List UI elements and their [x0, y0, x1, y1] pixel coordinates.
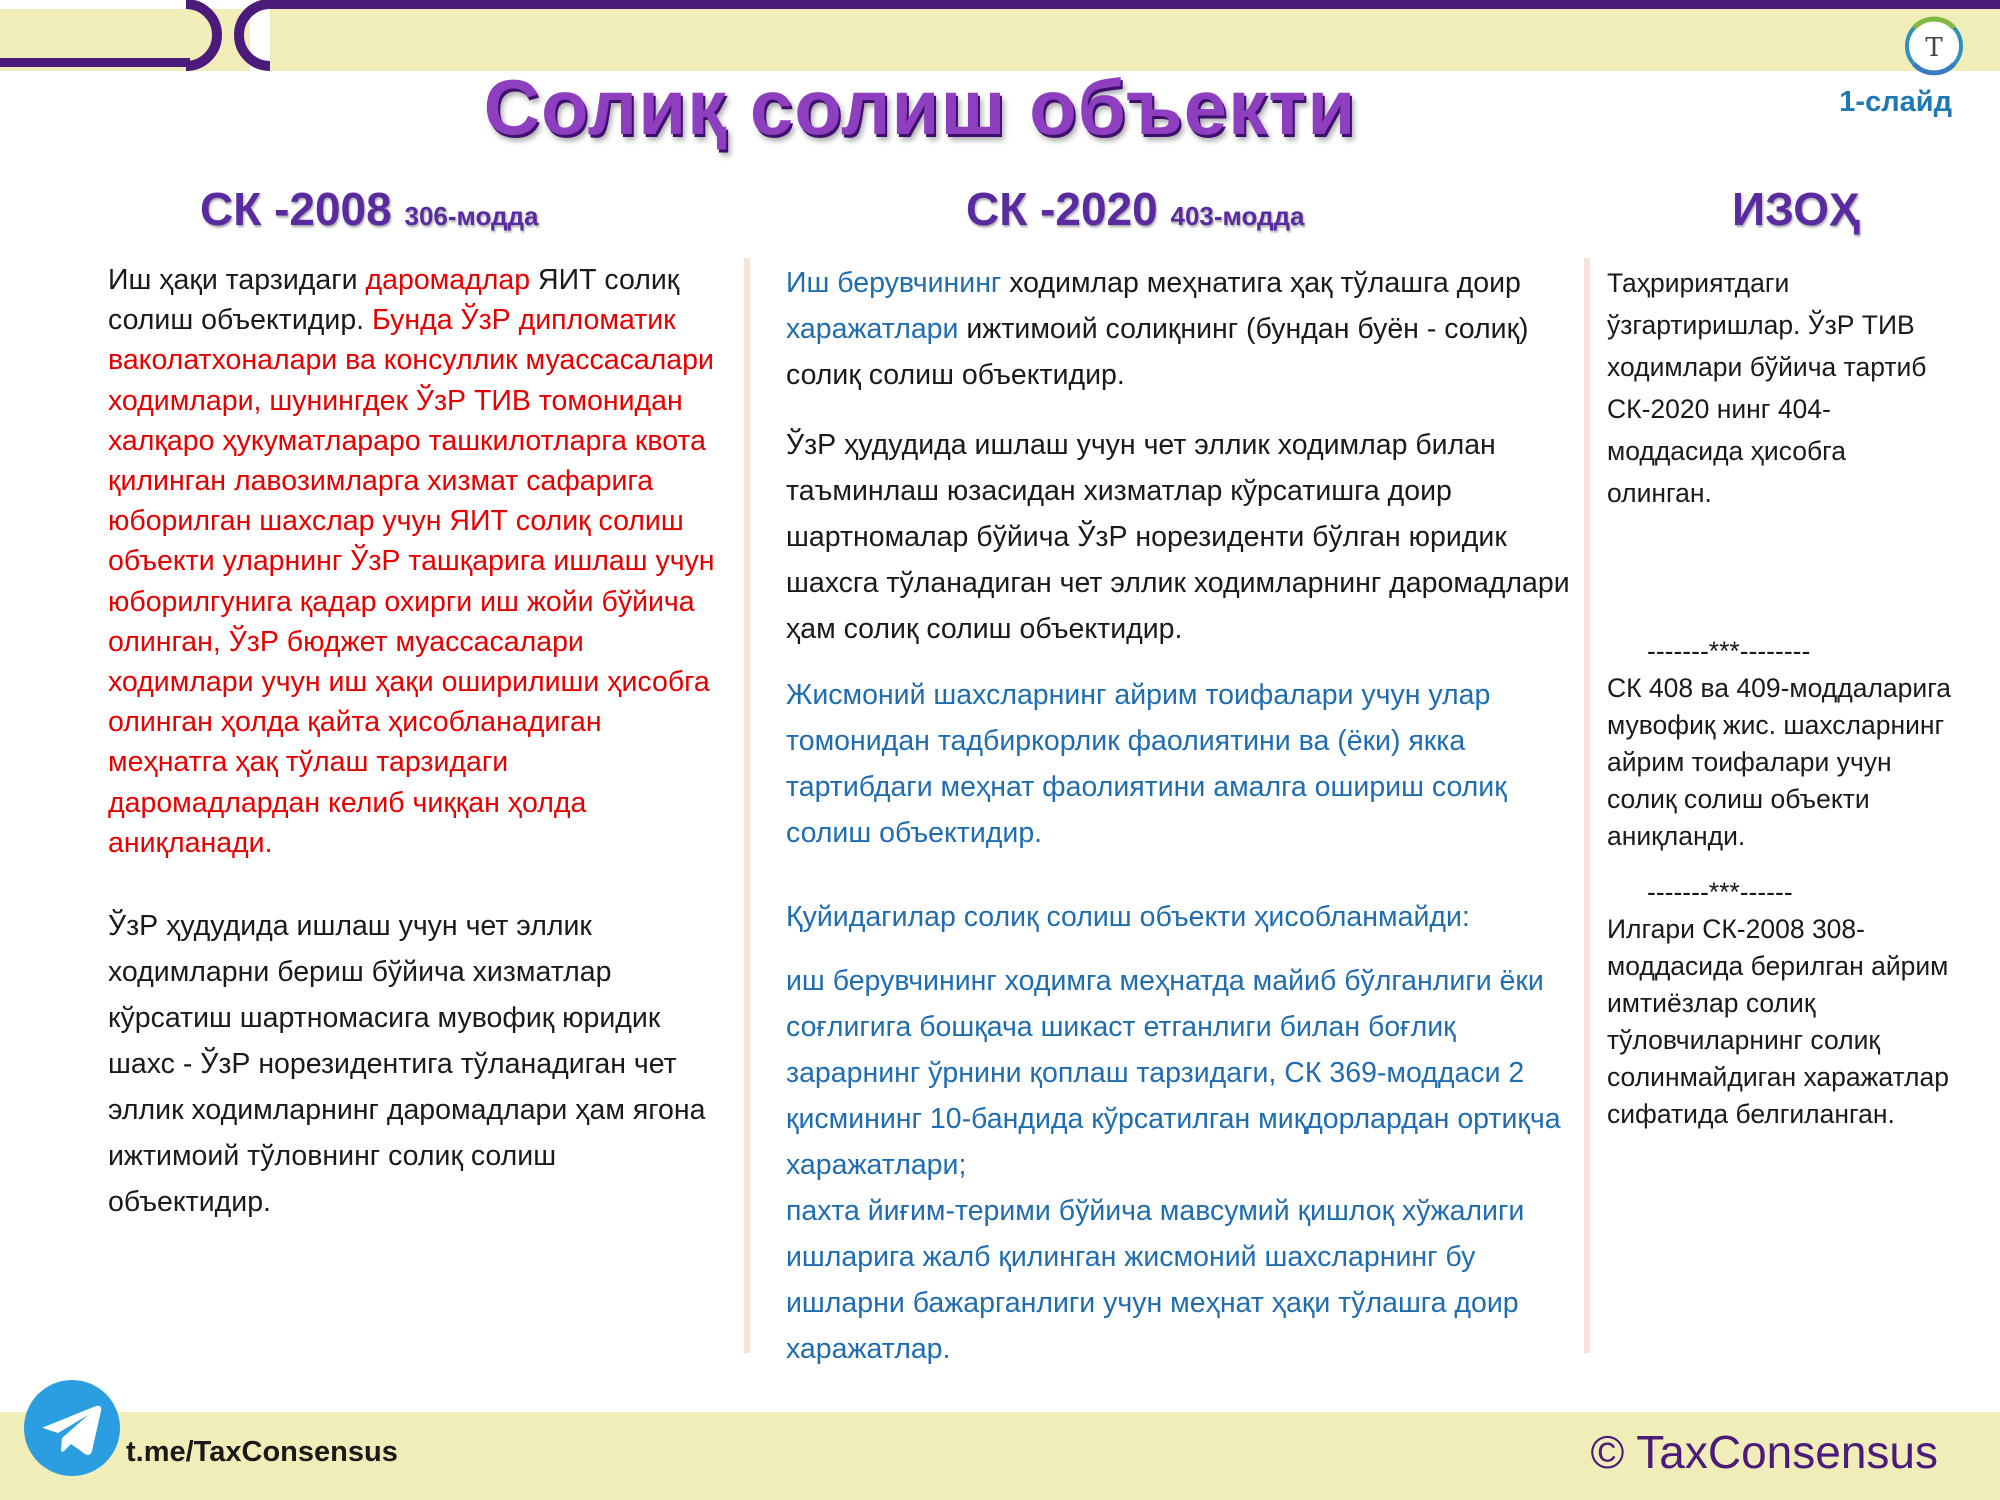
col1-heading	[200, 182, 538, 236]
telegram-icon[interactable]	[22, 1378, 122, 1478]
col1-heading-sub: 306-модда	[404, 201, 539, 231]
col1-heading-main: СК -2008	[200, 183, 392, 235]
col1-paragraph	[108, 260, 723, 863]
top-accent-line	[270, 0, 2000, 9]
logo-t-icon	[1902, 14, 1966, 78]
text-span: ЯИТ солиқ солиш объектидир.	[108, 264, 680, 337]
col3-paragraph: Таҳририятдаги ўзгартиришлар. ЎзР ТИВ ходимлари бўйича тартиб СК-2020 нинг 404-моддасида ҳисобга олинган.	[1607, 268, 1927, 508]
col2-paragraph: Қуйидагилар солиқ солиш объекти ҳисобланмайди:	[786, 901, 1470, 933]
col2-paragraph: пахта йиғим-терими бўйича мавсумий қишлоқ хўжалиги ишларига жалб қилинган жисмоний шахсларнинг бу ишларни бажарганлиги учун меҳнат ҳақи тўлашга доир харажатлар.	[786, 1195, 1525, 1365]
copyright-text: © TaxConsensus	[1590, 1426, 1938, 1478]
text-span: харажатлари	[786, 313, 959, 345]
svg-text:T: T	[1925, 33, 1943, 63]
col2-text	[786, 260, 1576, 1372]
text-span: ижтимоий солиқнинг (бундан буён - солиқ) солиқ солиш объектидир.	[786, 313, 1529, 391]
col3-separator: -------***------	[1647, 877, 1793, 907]
col2-heading-main: СК -2020	[966, 183, 1158, 235]
col3-paragraph: СК 408 ва 409-моддаларига мувофиқ жис. шахсларнинг айрим тоифалари учун солиқ солиш объекти аниқланди.	[1607, 673, 1952, 851]
col3-heading: ИЗОҲ	[1732, 183, 1860, 235]
col2-paragraph	[786, 260, 1576, 398]
text-span: ходимлар меҳнатига ҳақ тўлашга доир	[1001, 267, 1521, 299]
text-span: даромадлар	[365, 264, 531, 296]
text-span: Иш ҳақи тарзидаги	[108, 264, 366, 296]
column-divider	[744, 258, 750, 1353]
text-span: Бунда ЎзР дипломатик ваколатхоналари ва консуллик муассасалари ходимлари, шунингдек ЎзР ТИВ томонидан халқаро ҳукуматлараро ташкилотларга квота қилинган лавозимларга хизмат сафарига юборилган шахслар учун ЯИТ солиқ солиш объекти уларнинг ЎзР ташқарига ишлаш учун юборилгунига қадар охирги иш жойи бўйича олинган, ЎзР бюджет муассасалари ходимлари учун иш ҳақи оширилиши ҳисобга олинган ҳолда қайта ҳисобланадиган меҳнатга ҳақ тўлаш тарзидаги даромадлардан келиб чиққан ҳолда аниқланади.	[108, 304, 715, 859]
col2-paragraph: иш берувчининг ходимга меҳнатда майиб бўлганлиги ёки соғлигига бошқача шикаст етганлиги билан боғлиқ зарарнинг ўрнини қоплаш тарзидаги, СК 369-моддаси 2 қисмининг 10-бандида кўрсатилган миқдорлардан ортиқча харажатлари;	[786, 965, 1561, 1181]
col2-heading-sub: 403-модда	[1170, 201, 1305, 231]
text-span: Иш берувчининг	[786, 267, 1002, 299]
page-title: Солиқ солиш объекти	[483, 63, 1357, 151]
col2-paragraph: ЎзР ҳудудида ишлаш учун чет эллик ходимлар билан таъминлаш юзасидан хизматлар кўрсатишга доир шартномалар бўйича ЎзР норезиденти бўлган юридик шахсга тўланадиган чет эллик ходимларнинг даромадлари ҳам солиқ солиш объектидир.	[786, 429, 1570, 645]
telegram-link[interactable]: t.me/TaxConsensus	[126, 1436, 398, 1468]
col1-paragraph: ЎзР ҳудудида ишлаш учун чет эллик ходимларни бериш бўйича хизматлар кўрсатиш шартномасига мувофиқ юридик шахс - ЎзР норезидентига тўланадиган чет эллик ходимларнинг даромадлари ҳам ягона ижтимоий тўловнинг солиқ солиш объектидир.	[108, 910, 706, 1219]
col3-paragraph: Илгари СК-2008 308-моддасида берилган айрим имтиёзлар солиқ тўловчиларнинг солиқ солинмайдиган харажатлар сифатида белгиланган.	[1607, 914, 1949, 1129]
slide-number: 1-слайд	[1839, 86, 1952, 118]
column-divider	[1584, 258, 1590, 1353]
col2-heading	[966, 182, 1304, 236]
col1-text	[108, 260, 723, 1225]
col3-text	[1607, 262, 1952, 1133]
col3-separator: -------***--------	[1647, 636, 1811, 666]
col2-paragraph: Жисмоний шахсларнинг айрим тоифалари учун улар томонидан тадбиркорлик фаолиятини ва (ёки) якка тартибдаги меҳнат фаолиятини амалга ошириш солиқ солиш объектидир.	[786, 679, 1507, 849]
